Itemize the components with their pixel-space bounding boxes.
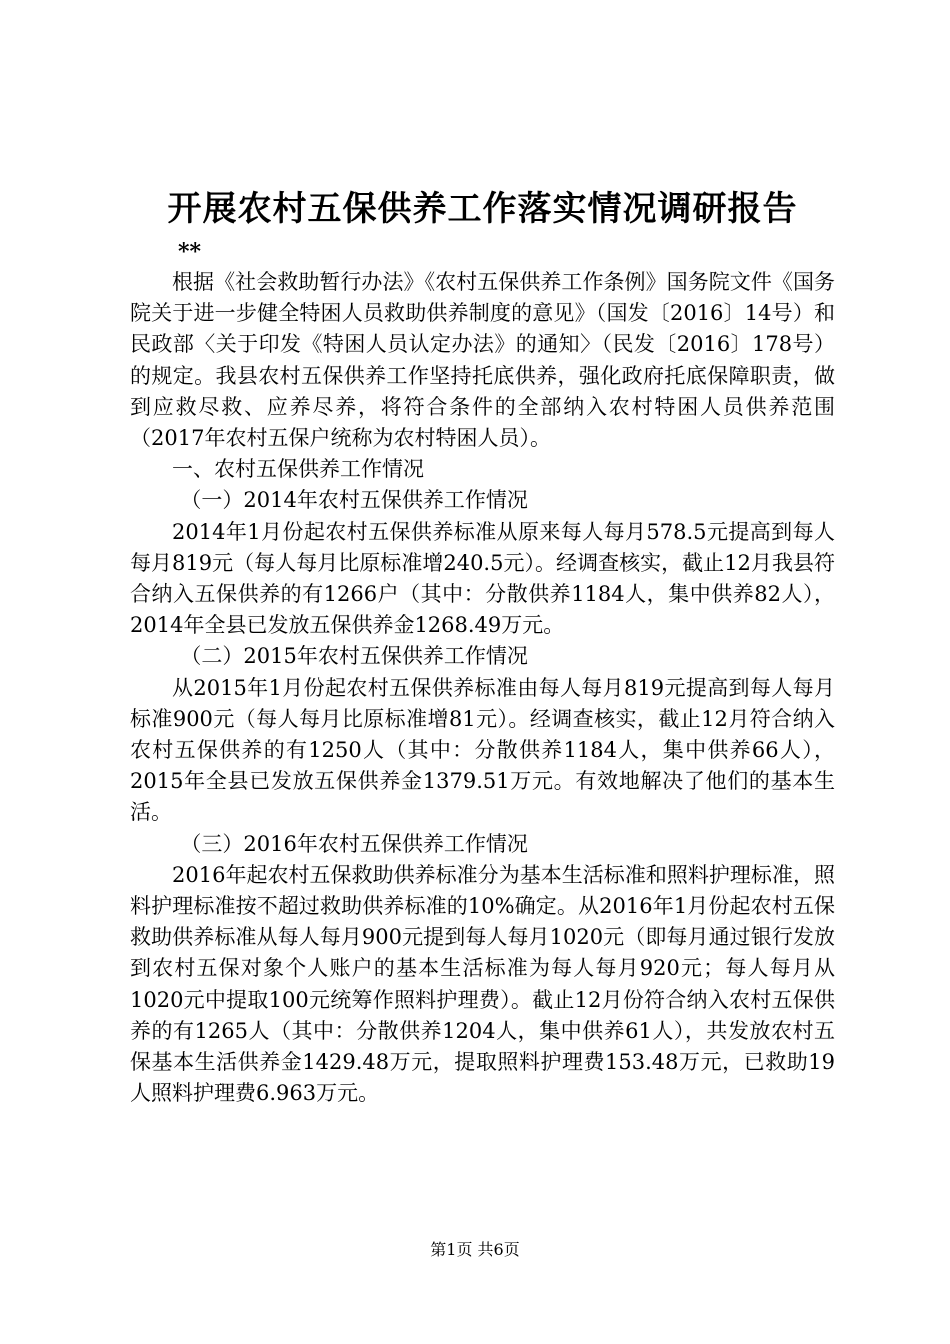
intro-paragraph: 根据《社会救助暂行办法》《农村五保供养工作条例》国务院文件《国务院关于进一步健全特困人员救助供养制度的意见》（国发〔2016〕14号）和民政部〈关于印发《特困人员认定办法》的通知〉（民发〔2016〕178号）的规定。我县农村五保供养工作坚持托底供养，强化政府托底保障职责，做到应救尽救、应养尽养，将符合条件的全部纳入农村特困人员供养范围（2017年农村五保户统称为农村特困人员）。 [130,270,835,451]
subsection-heading-2016: （三）2016年农村五保供养工作情况 [180,831,528,856]
paragraph-2015: 从2015年1月份起农村五保供养标准由每人每月819元提高到每人每月标准900元（每人每月比原标准增81元）。经调查核实，截止12月符合纳入农村五保供养的有1250人（其中：分散供养1184人，集中供养66人），2015年全县已发放五保供养金1379.51万元。有效地解决了他们的基本生活。 [130,675,835,825]
document-title: 开展农村五保供养工作落实情况调研报告 [167,189,798,229]
section-heading-1: 一、农村五保供养工作情况 [172,457,424,482]
author-line: ** [178,239,202,265]
document-page [130,175,835,1109]
paragraph-2016: 2016年起农村五保救助供养标准分为基本生活标准和照料护理标准，照料护理标准按不超过救助供养标准的10%确定。从2016年1月份起农村五保救助供养标准从每人每月900元提到每人每月1020元（即每月通过银行发放到农村五保对象个人账户的基本生活标准为每人每月920元；每人每月从1020元中提取100元统筹作照料护理费）。截止12月份符合纳入农村五保供养的有1265人（其中：分散供养1204人，集中供养61人），共发放农村五保基本生活供养金1429.48万元，提取照料护理费153.48万元，已救助19人照料护理费6.963万元。 [130,862,835,1106]
subsection-heading-2015: （二）2015年农村五保供养工作情况 [180,644,528,669]
paragraph-2014: 2014年1月份起农村五保供养标准从原来每人每月578.5元提高到每人每月819元（每人每月比原标准增240.5元）。经调查核实，截止12月我县符合纳入五保供养的有1266户（其中：分散供养1184人，集中供养82人），2014年全县已发放五保供养金1268.49万元。 [130,519,835,638]
subsection-heading-2014: （一）2014年农村五保供养工作情况 [180,488,528,513]
page-footer: 第1页 共6页 [430,1240,520,1259]
